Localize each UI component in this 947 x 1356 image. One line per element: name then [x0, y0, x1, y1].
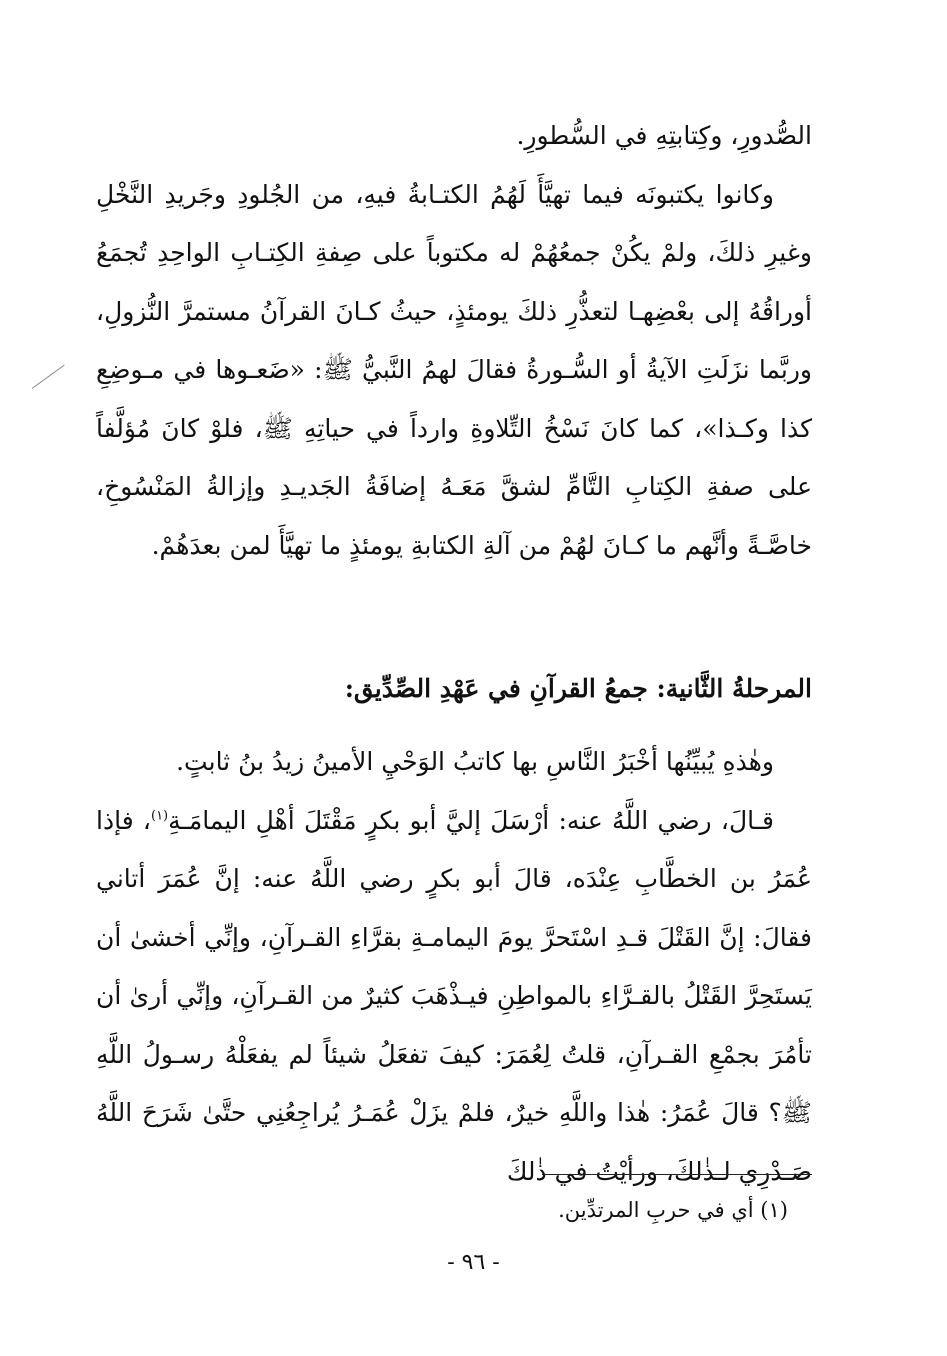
paragraph-writing-materials: وكانوا يكتبونَه فيما تهيَّأَ لَهُمُ الكتـابةُ فيهِ، من الجُلودِ وجَريدِ النَّخْلِ وغيرِ ذلكَ، ولمْ يكُنْ جمعُهُمْ له مكتوباً على صِفةِ الكِتـابِ الواحِدِ تُجمَعُ أوراقُهُ إلى بعْضِهـا لتعذُّرِ ذلكَ يومئذٍ، حيثُ كـانَ القرآنُ مستمرَّ النُّزولِ، وربَّما نزَلَتِ الآيةُ أو السُّـورةُ فقالَ لهمُ النَّبيُّ ﷺ: «ضَعـوها في مـوضِعِ كذا وكـذا»، كما كانَ نَسْخُ التِّلاوةِ وارداً في حياتِهِ ﷺ، فلوْ كانَ مُؤلَّفاً على صفةِ الكِتابِ التَّامِّ لشقَّ مَعَـهُ إضافَةُ الجَديـدِ وإزالةُ المَنْسُوخِ، خاصَّـةً وأنَّهم ما كـانَ لهُمْ من آلةِ الكتابةِ يومئذٍ ما تهيَّأَ لمن بعدَهُمْ. — [96, 179, 812, 560]
section-heading: المرحلةُ الثَّانية: جمعُ القرآنِ في عَهْدِ الصِّدِّيق: — [344, 674, 812, 703]
footnote-separator — [542, 1174, 812, 1175]
page-number: - ٩٦ - — [447, 1250, 500, 1275]
section-two-text — [96, 733, 812, 1201]
hadith-text-rest: ، فإذا عُمَرُ بن الخطَّابِ عِنْدَه، قالَ أبو بكرٍ رضي اللَّهُ عنه: إنَّ عُمَرَ أتاني فقالَ: إنَّ القَتْلَ قـدِ اسْتَحرَّ يومَ اليمامـةِ بقرَّاءِ القـرآنِ، وإنِّي أخشىٰ أن يَستَحِرَّ القَتْلُ بالقـرَّاءِ بالمواطِنِ فيـذْهَبَ كثيرٌ من القـرآنِ، وإنِّي أرىٰ أن تأمُرَ بجمْعِ القـرآنِ، قلتُ لِعُمَرَ: كيفَ تفعَلُ شيئاً لم يفعَلْهُ رسـولُ اللَّهِ ﷺ؟ قالَ عُمَرُ: هٰذا واللَّهِ خيرٌ، فلمْ يزَلْ عُمَـرُ يُراجِعُنِي حتَّىٰ شَرَحَ اللَّهُ صَـدْرِي لـذٰلكَ، ورأيْتُ في ذٰلكَ — [96, 805, 812, 1186]
paragraph-intro-zaid: وهٰذهِ يُبيِّنُها أخْبَرُ النَّاسِ بها كاتبُ الوَحْيِ الأمينُ زيدُ بنُ ثابتٍ. — [176, 747, 774, 776]
paragraph-hadith — [96, 792, 812, 1202]
section-one-text — [96, 107, 812, 575]
margin-mark — [32, 365, 65, 389]
paragraph-continuation: الصُّدورِ، وكِتابتِهِ في السُّطورِ. — [516, 121, 812, 150]
footnote-reference: (١) — [150, 808, 169, 824]
hadith-text-start: قـالَ، رضي اللَّهُ عنه: أرْسَلَ إليَّ أبو بكرٍ مَقْتَلَ أهْلِ اليمامَـةِ — [168, 805, 775, 835]
footnote: (١) أي في حربِ المرتدِّين. — [558, 1198, 788, 1222]
